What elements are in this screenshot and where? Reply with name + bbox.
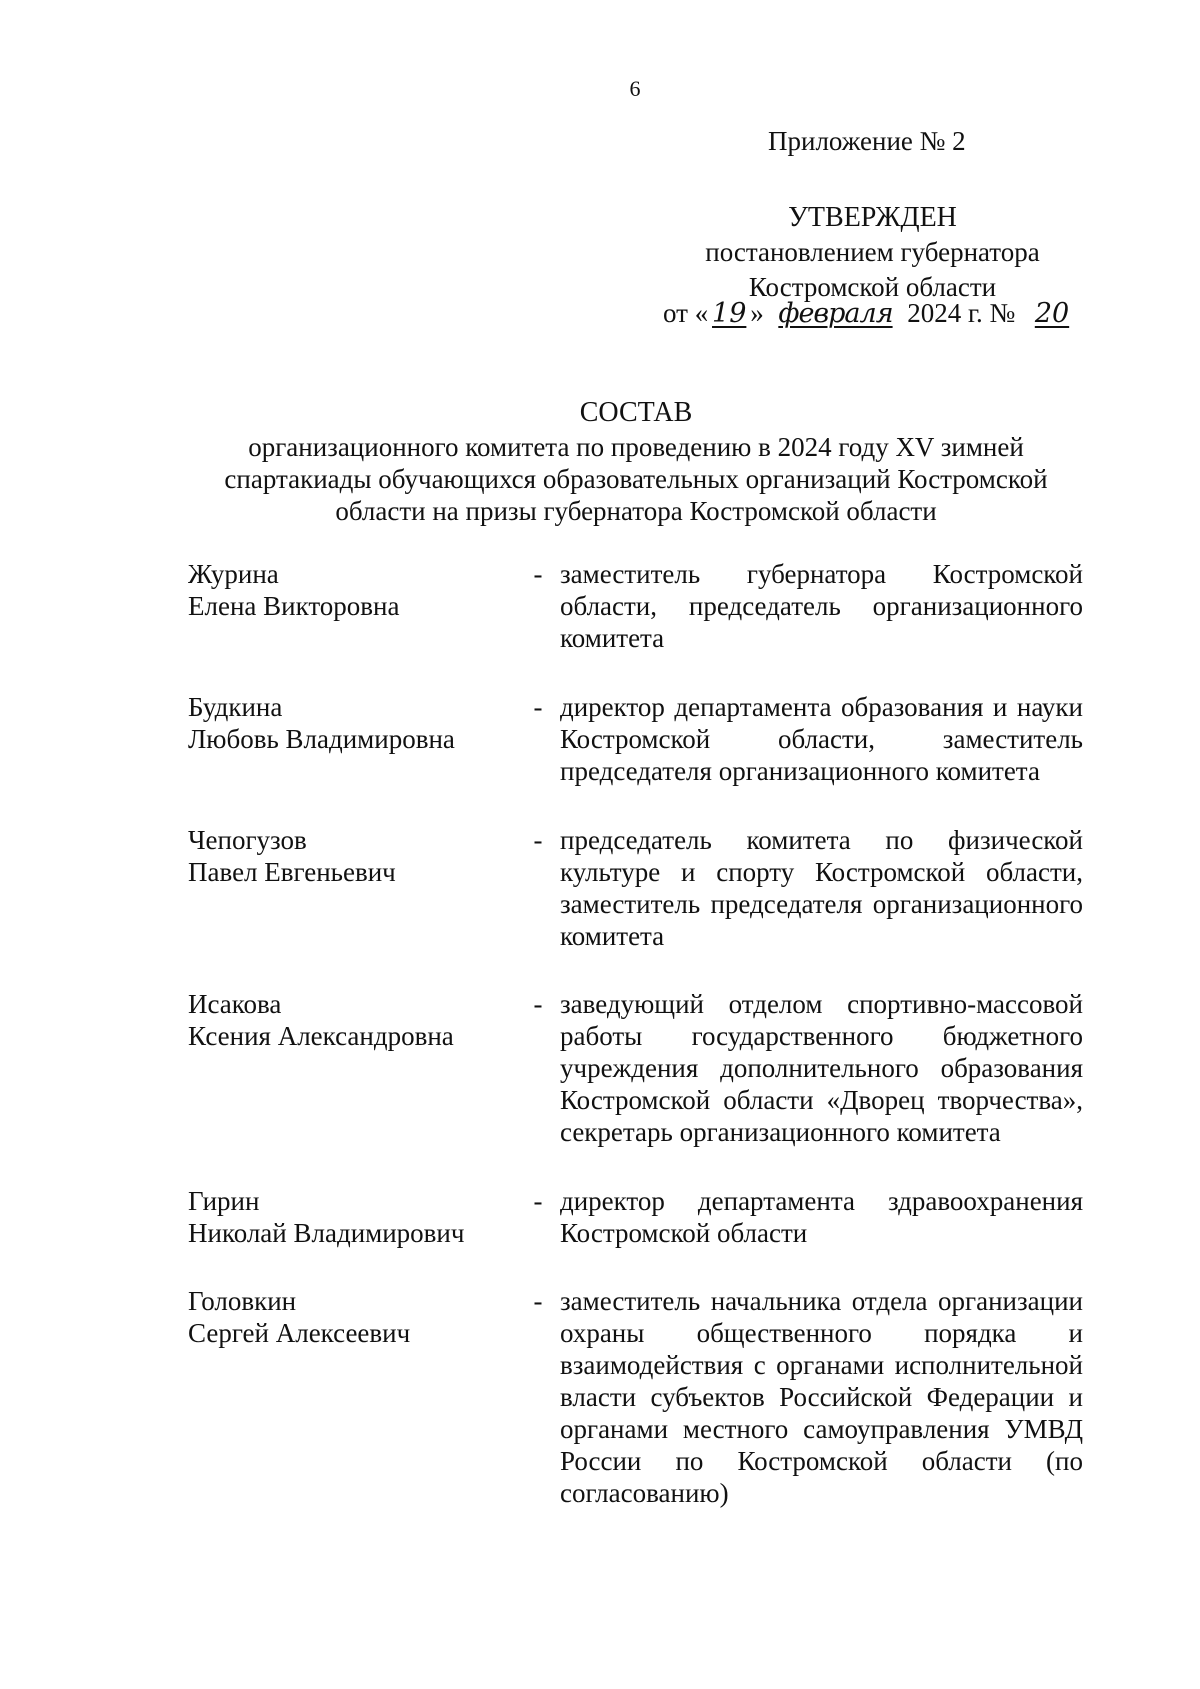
member-name — [188, 824, 508, 888]
member-name — [188, 1285, 508, 1349]
composition-subtitle: организационного комитета по проведению в 2024 году XV зимней спартакиады обучающихся образовательных организаций Костромской области на призы губернатора Костромской области — [224, 432, 1048, 526]
member-surname: Журина — [188, 559, 279, 589]
member-row — [188, 1285, 1083, 1509]
member-given-names: Николай Владимирович — [188, 1218, 465, 1248]
member-name — [188, 558, 508, 622]
decree-number-handwritten: 20 — [1034, 298, 1070, 329]
approval-line-1: постановлением губернатора — [705, 237, 1040, 267]
member-given-names: Ксения Александровна — [188, 1021, 454, 1051]
member-dash: - — [533, 989, 543, 1019]
approval-block — [640, 200, 1105, 305]
member-row — [188, 1185, 1083, 1249]
member-given-names: Любовь Владимировна — [188, 724, 455, 754]
member-row — [188, 558, 1083, 654]
approval-date — [663, 298, 1093, 329]
member-position: заместитель губернатора Костромской области, председатель организационного комитета — [560, 559, 1083, 653]
member-name — [188, 988, 508, 1052]
member-given-names: Павел Евгеньевич — [188, 857, 396, 887]
member-name — [188, 1185, 508, 1249]
member-dash: - — [533, 1186, 543, 1216]
member-dash: - — [533, 692, 543, 722]
approval-title: УТВЕРЖДЕН — [788, 202, 957, 233]
member-surname: Чепогузов — [188, 825, 307, 855]
date-month-handwritten: февраля — [778, 298, 893, 329]
member-row — [188, 691, 1083, 787]
member-surname: Головкин — [188, 1286, 297, 1316]
member-given-names: Сергей Алексеевич — [188, 1318, 411, 1348]
date-year: 2024 г. № — [907, 298, 1016, 328]
member-surname: Будкина — [188, 692, 283, 722]
member-surname: Гирин — [188, 1186, 260, 1216]
approval-line-2: Костромской области — [748, 272, 997, 302]
member-dash: - — [533, 559, 543, 589]
member-position: директор департамента здравоохранения Костромской области — [560, 1186, 1083, 1248]
composition-title: СОСТАВ — [579, 397, 693, 428]
member-row — [188, 824, 1083, 952]
member-dash: - — [533, 825, 543, 855]
member-position: заведующий отделом спортивно-массовой работы государственного бюджетного учреждения дополнительного образования Костромской области «Дворец творчества», секретарь организационного комитета — [560, 989, 1083, 1147]
date-day-handwritten: 19 — [712, 298, 747, 329]
member-position: председатель комитета по физической культуре и спорту Костромской области, заместитель председателя организационного комитета — [560, 825, 1083, 951]
date-mid: » — [750, 298, 764, 328]
member-position: директор департамента образования и науки Костромской области, заместитель председателя организационного комитета — [560, 692, 1083, 786]
member-name — [188, 691, 508, 755]
member-position: заместитель начальника отдела организации охраны общественного порядка и взаимодействия с органами исполнительной власти субъектов Российской Федерации и органами местного самоуправления УМВД России по Костромской области (по согласованию) — [560, 1286, 1083, 1508]
member-row — [188, 988, 1083, 1148]
date-prefix: от « — [663, 298, 709, 328]
member-given-names: Елена Викторовна — [188, 591, 400, 621]
member-dash: - — [533, 1286, 543, 1316]
page-number: 6 — [629, 76, 641, 101]
members-list — [188, 558, 1083, 1509]
member-surname: Исакова — [188, 989, 282, 1019]
appendix-label: Приложение № 2 — [768, 126, 966, 156]
